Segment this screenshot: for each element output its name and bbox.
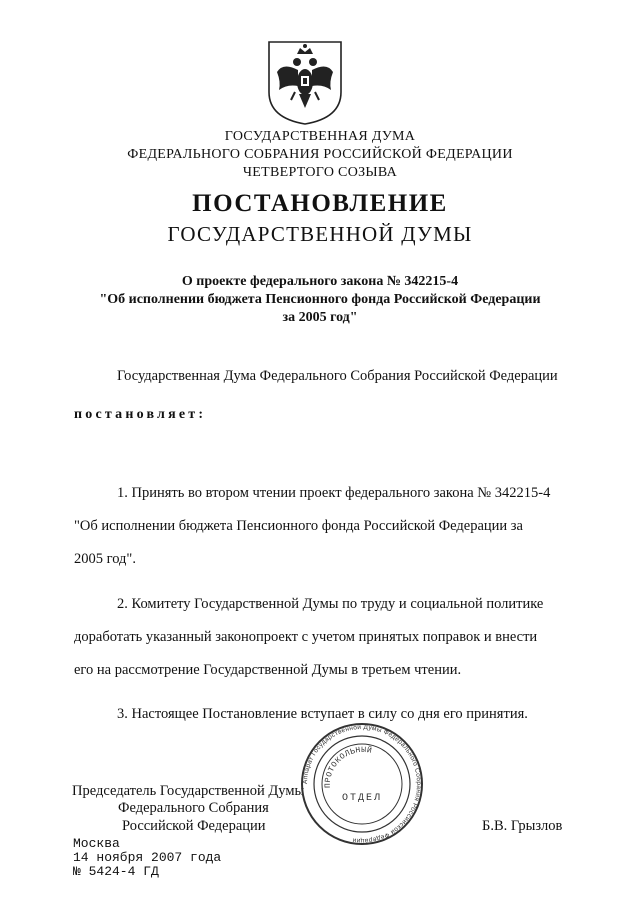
svg-text:ПРОТОКОЛЬНЫЙ: [324, 745, 373, 788]
item-2-line-1: 2. Комитету Государственной Думы по труду и социальной политике: [117, 596, 544, 612]
subject-line-2: "Об исполнении бюджета Пенсионного фонда Российской Федерации: [99, 292, 541, 307]
preamble: Государственная Дума Федерального Собрания Российской Федерации: [117, 368, 558, 384]
document-title: ПОСТАНОВЛЕНИЕ: [192, 190, 448, 217]
item-2-line-2: доработать указанный законопроект с учетом принятых поправок и внести: [74, 629, 538, 645]
stamp-arc-text: ПРОТОКОЛЬНЫЙ: [323, 745, 373, 789]
subject-line-3: за 2005 год": [282, 310, 358, 325]
footer-city: Москва: [73, 836, 120, 851]
signatory-title-line-1: Председатель Государственной Думы: [72, 783, 305, 799]
item-1-line-2: "Об исполнении бюджета Пенсионного фонда Российской Федерации за: [74, 518, 523, 534]
item-1-line-1: 1. Принять во втором чтении проект федерального закона № 342215-4: [117, 485, 551, 501]
protocol-department-stamp: [300, 722, 424, 846]
stamp-outer-text: Аппарат Государственной Думы Федерального Собрания Российской Федерации: [301, 723, 423, 845]
signatory-title-line-2: Федерального Собрания: [118, 800, 269, 816]
signatory-title-line-3: Российской Федерации: [122, 818, 266, 834]
resolves-keyword: постановляет:: [74, 407, 207, 422]
item-2-line-3: его на рассмотрение Государственной Думы в третьем чтении.: [74, 662, 462, 678]
footer-number: № 5424-4 ГД: [73, 864, 159, 879]
footer-date: 14 ноября 2007 года: [73, 850, 222, 865]
item-1-line-3: 2005 год".: [74, 551, 136, 567]
organization-line-3: ЧЕТВЕРТОГО СОЗЫВА: [242, 165, 398, 180]
organization-line-2: ФЕДЕРАЛЬНОГО СОБРАНИЯ РОССИЙСКОЙ ФЕДЕРАЦИИ: [127, 147, 513, 162]
stamp-center-text: ОТДЕЛ: [341, 793, 383, 804]
organization-line-1: ГОСУДАРСТВЕННАЯ ДУМА: [224, 129, 416, 144]
document-subtitle: ГОСУДАРСТВЕННОЙ ДУМЫ: [167, 222, 473, 246]
signatory-name: Б.В. Грызлов: [482, 818, 563, 834]
coat-of-arms-icon: [267, 40, 343, 126]
subject-line-1: О проекте федерального закона № 342215-4: [181, 274, 459, 289]
item-3-line-1: 3. Настоящее Постановление вступает в силу со дня его принятия.: [117, 706, 528, 722]
